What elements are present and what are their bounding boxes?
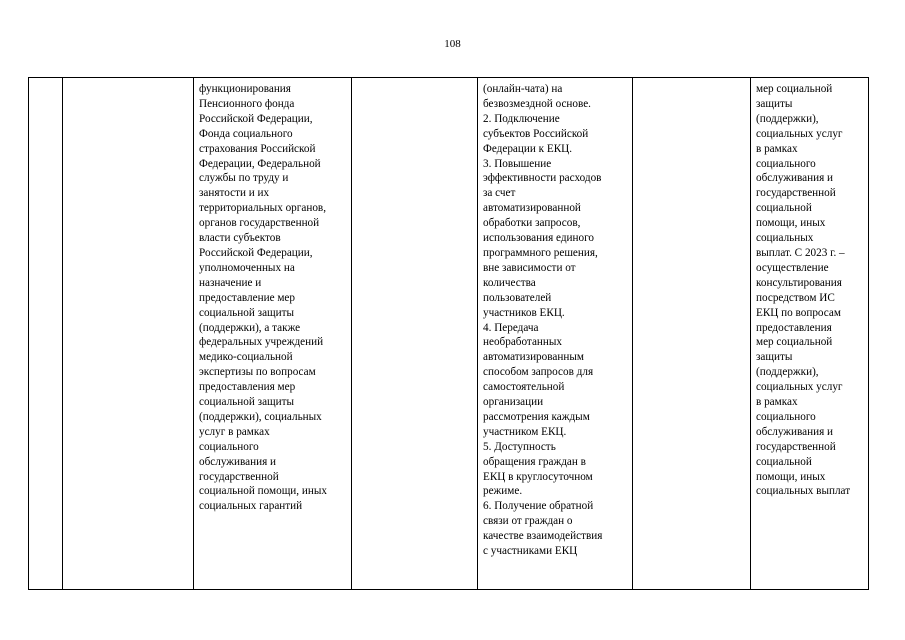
- column-divider: [193, 78, 194, 589]
- column-divider: [632, 78, 633, 589]
- table-cell-col3: функционирования Пенсионного фонда Российской Федерации, Фонда социального страхования Российской Федерации, Федеральной службы по труду и занятости и их территориальных органов, органов государственной власти субъектов Российской Федерации, уполномоченных на назначение и предоставление мер социальной защиты (поддержки), а также федеральных учреждений медико-социальной экспертизы по вопросам предоставления мер социальной защиты (поддержки), социальных услуг в рамках социального обслуживания и государственной социальной помощи, иных социальных гарантий: [199, 83, 327, 513]
- column-divider: [477, 78, 478, 589]
- column-divider: [750, 78, 751, 589]
- document-table: [28, 77, 869, 590]
- table-cell-col5: (онлайн-чата) на безвозмездной основе. 2. Подключение субъектов Российской Федерации к ЕКЦ. 3. Повышение эффективности расходов за счет автоматизированной обработки запросов, использования единого программного решения, вне зависимости от количества пользователей участников ЕКЦ. 4. Передача необработанных автоматизированным способом запросов для самостоятельной организации рассмотрения каждым участником ЕКЦ. 5. Доступность обращения граждан в ЕКЦ в круглосуточном режиме. 6. Получение обратной связи от граждан о качестве взаимодействия с участниками ЕКЦ: [483, 83, 603, 558]
- page-number: 108: [444, 38, 461, 50]
- column-divider: [62, 78, 63, 589]
- table-cell-col7: мер социальной защиты (поддержки), социальных услуг в рамках социального обслуживания и государственной социальной помощи, иных социальных выплат. С 2023 г. – осуществление консультирования посредством ИС ЕКЦ по вопросам предоставления мер социальной защиты (поддержки), социальных услуг в рамках социального обслуживания и государственной социальной помощи, иных социальных выплат: [756, 83, 851, 498]
- column-divider: [351, 78, 352, 589]
